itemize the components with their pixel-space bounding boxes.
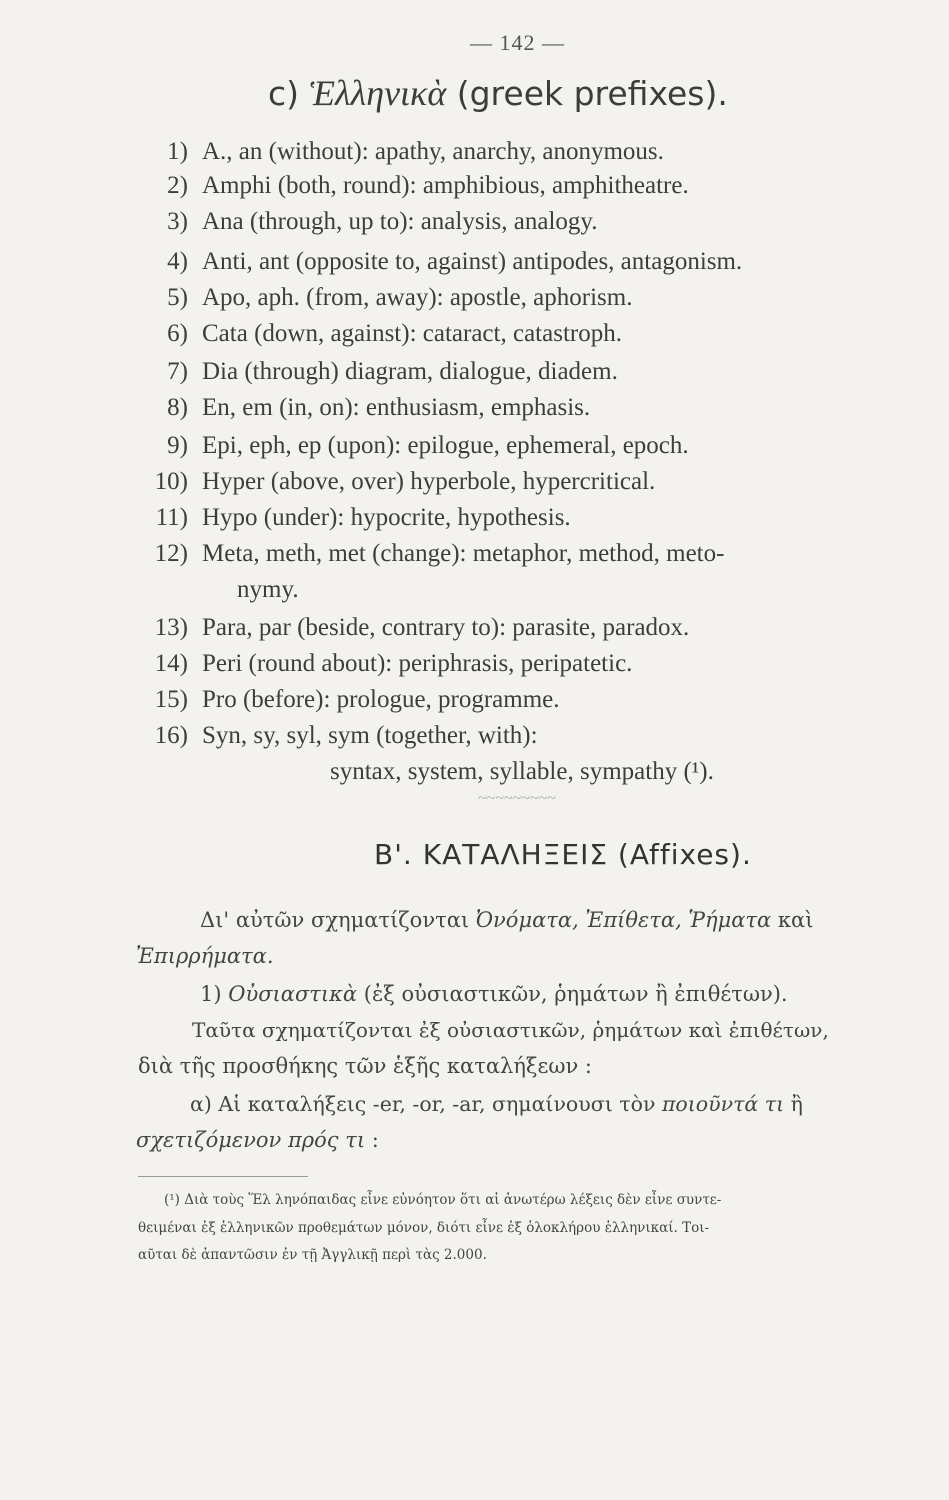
item-number: 16) — [154, 722, 188, 749]
paragraph-line — [200, 908, 813, 932]
section-title — [268, 72, 728, 114]
item-number: 6) — [167, 320, 188, 347]
italic-run: Ἐπιρρήματα. — [136, 944, 274, 968]
text-run: α) Αἱ καταλήξεις -er, -or, -ar, σημαίνουσι τὸν — [190, 1092, 662, 1116]
item-number: 5) — [167, 284, 188, 311]
item-text: Amphi (both, round): amphibious, amphitheatre. — [202, 172, 689, 199]
item-number: 11) — [155, 504, 188, 531]
italic-run: Οὐσιαστικὰ — [228, 982, 358, 1006]
item-text: A., an (without): apathy, anarchy, anonymous. — [202, 138, 664, 165]
text-run: καὶ — [771, 908, 814, 932]
text-run: ἢ — [784, 1092, 803, 1116]
item-text: Para, par (beside, contrary to): parasite, paradox. — [202, 614, 690, 641]
item-number: 1) — [167, 138, 188, 165]
paragraph-line: Ταῦτα σχηματίζονται ἐξ οὐσιαστικῶν, ῥημάτων καὶ ἐπιθέτων, — [192, 1018, 829, 1042]
section-title-greek: Ἑλληνικὰ — [309, 73, 447, 113]
item-number: 2) — [167, 172, 188, 199]
paragraph-line — [190, 1092, 803, 1116]
section-heading-affixes: Β'. ΚΑΤΑΛΗΞΕΙΣ (Affixes). — [374, 838, 752, 871]
paragraph-line — [136, 1128, 379, 1152]
item-text: Hyper (above, over) hyperbole, hypercritical. — [202, 468, 656, 495]
text-run: (ἐξ οὐσιαστικῶν, ῥημάτων ἢ ἐπιθέτων). — [357, 982, 788, 1006]
section-title-rest: (greek prefixes). — [446, 74, 728, 113]
item-number: 9) — [167, 432, 188, 459]
footnote-divider — [138, 1176, 308, 1177]
item-text: syntax, system, syllable, sympathy (¹). — [330, 758, 714, 785]
item-text: En, em (in, on): enthusiasm, emphasis. — [202, 394, 591, 421]
item-text: Ana (through, up to): analysis, analogy. — [202, 208, 598, 235]
item-text: Peri (round about): periphrasis, peripatetic. — [202, 650, 633, 677]
footnote-line: θειμέναι ἐξ ἑλληνικῶν προθεμάτων μόνον, διότι εἶνε ἐξ ὁλοκλήρου ἑλληνικαί. Τοι- — [138, 1220, 710, 1236]
item-number: 8) — [167, 394, 188, 421]
page-number: — 142 — — [470, 30, 565, 55]
text-run: : — [365, 1128, 379, 1152]
item-text: Hypo (under): hypocrite, hypothesis. — [202, 504, 571, 531]
item-number: 10) — [154, 468, 188, 495]
item-text: Epi, eph, ep (upon): epilogue, ephemeral, epoch. — [202, 432, 689, 459]
item-number: 3) — [167, 208, 188, 235]
italic-run: Ὀνόματα, Ἐπίθετα, Ῥήματα — [475, 908, 772, 932]
item-text: Meta, meth, met (change): metaphor, method, meto- — [202, 540, 725, 567]
item-number: 4) — [167, 248, 188, 275]
item-number: 12) — [154, 540, 188, 567]
item-text: nymy. — [237, 576, 299, 603]
text-run: 1) — [200, 982, 229, 1006]
item-text: Anti, ant (opposite to, against) antipodes, antagonism. — [202, 248, 743, 275]
paragraph-line — [200, 982, 788, 1006]
footnote-line: αῦται δὲ ἀπαντῶσιν ἐν τῇ Ἀγγλικῇ περὶ τὰς 2.000. — [138, 1247, 487, 1263]
item-number: 14) — [154, 650, 188, 677]
item-number: 15) — [154, 686, 188, 713]
paragraph-line: διὰ τῆς προσθήκης τῶν ἑξῆς καταλήξεων : — [138, 1054, 592, 1078]
italic-run: ποιοῦντά τι — [661, 1092, 785, 1116]
footnote-line: (¹) Διὰ τοὺς Ἕλ ληνόπαιδας εἶνε εὐνόητον ὅτι αἱ ἀνωτέρω λέξεις δὲν εἶνε συντε- — [164, 1192, 722, 1208]
italic-run: σχετιζόμενον πρός τι — [136, 1128, 366, 1152]
item-number: 13) — [154, 614, 188, 641]
text-run: Δι' αὐτῶν σχηματίζονται — [200, 908, 476, 932]
separator-ornament: ~~~~~~~~~ — [478, 790, 556, 807]
item-text: Pro (before): prologue, programme. — [202, 686, 560, 713]
item-text: Dia (through) diagram, dialogue, diadem. — [202, 358, 618, 385]
paragraph-line — [136, 944, 274, 968]
section-title-prefix: c) — [268, 74, 310, 113]
item-text: Syn, sy, syl, sym (together, with): — [202, 722, 538, 749]
item-text: Cata (down, against): cataract, catastroph. — [202, 320, 622, 347]
item-text: Apo, aph. (from, away): apostle, aphorism. — [202, 284, 633, 311]
item-number: 7) — [167, 358, 188, 385]
